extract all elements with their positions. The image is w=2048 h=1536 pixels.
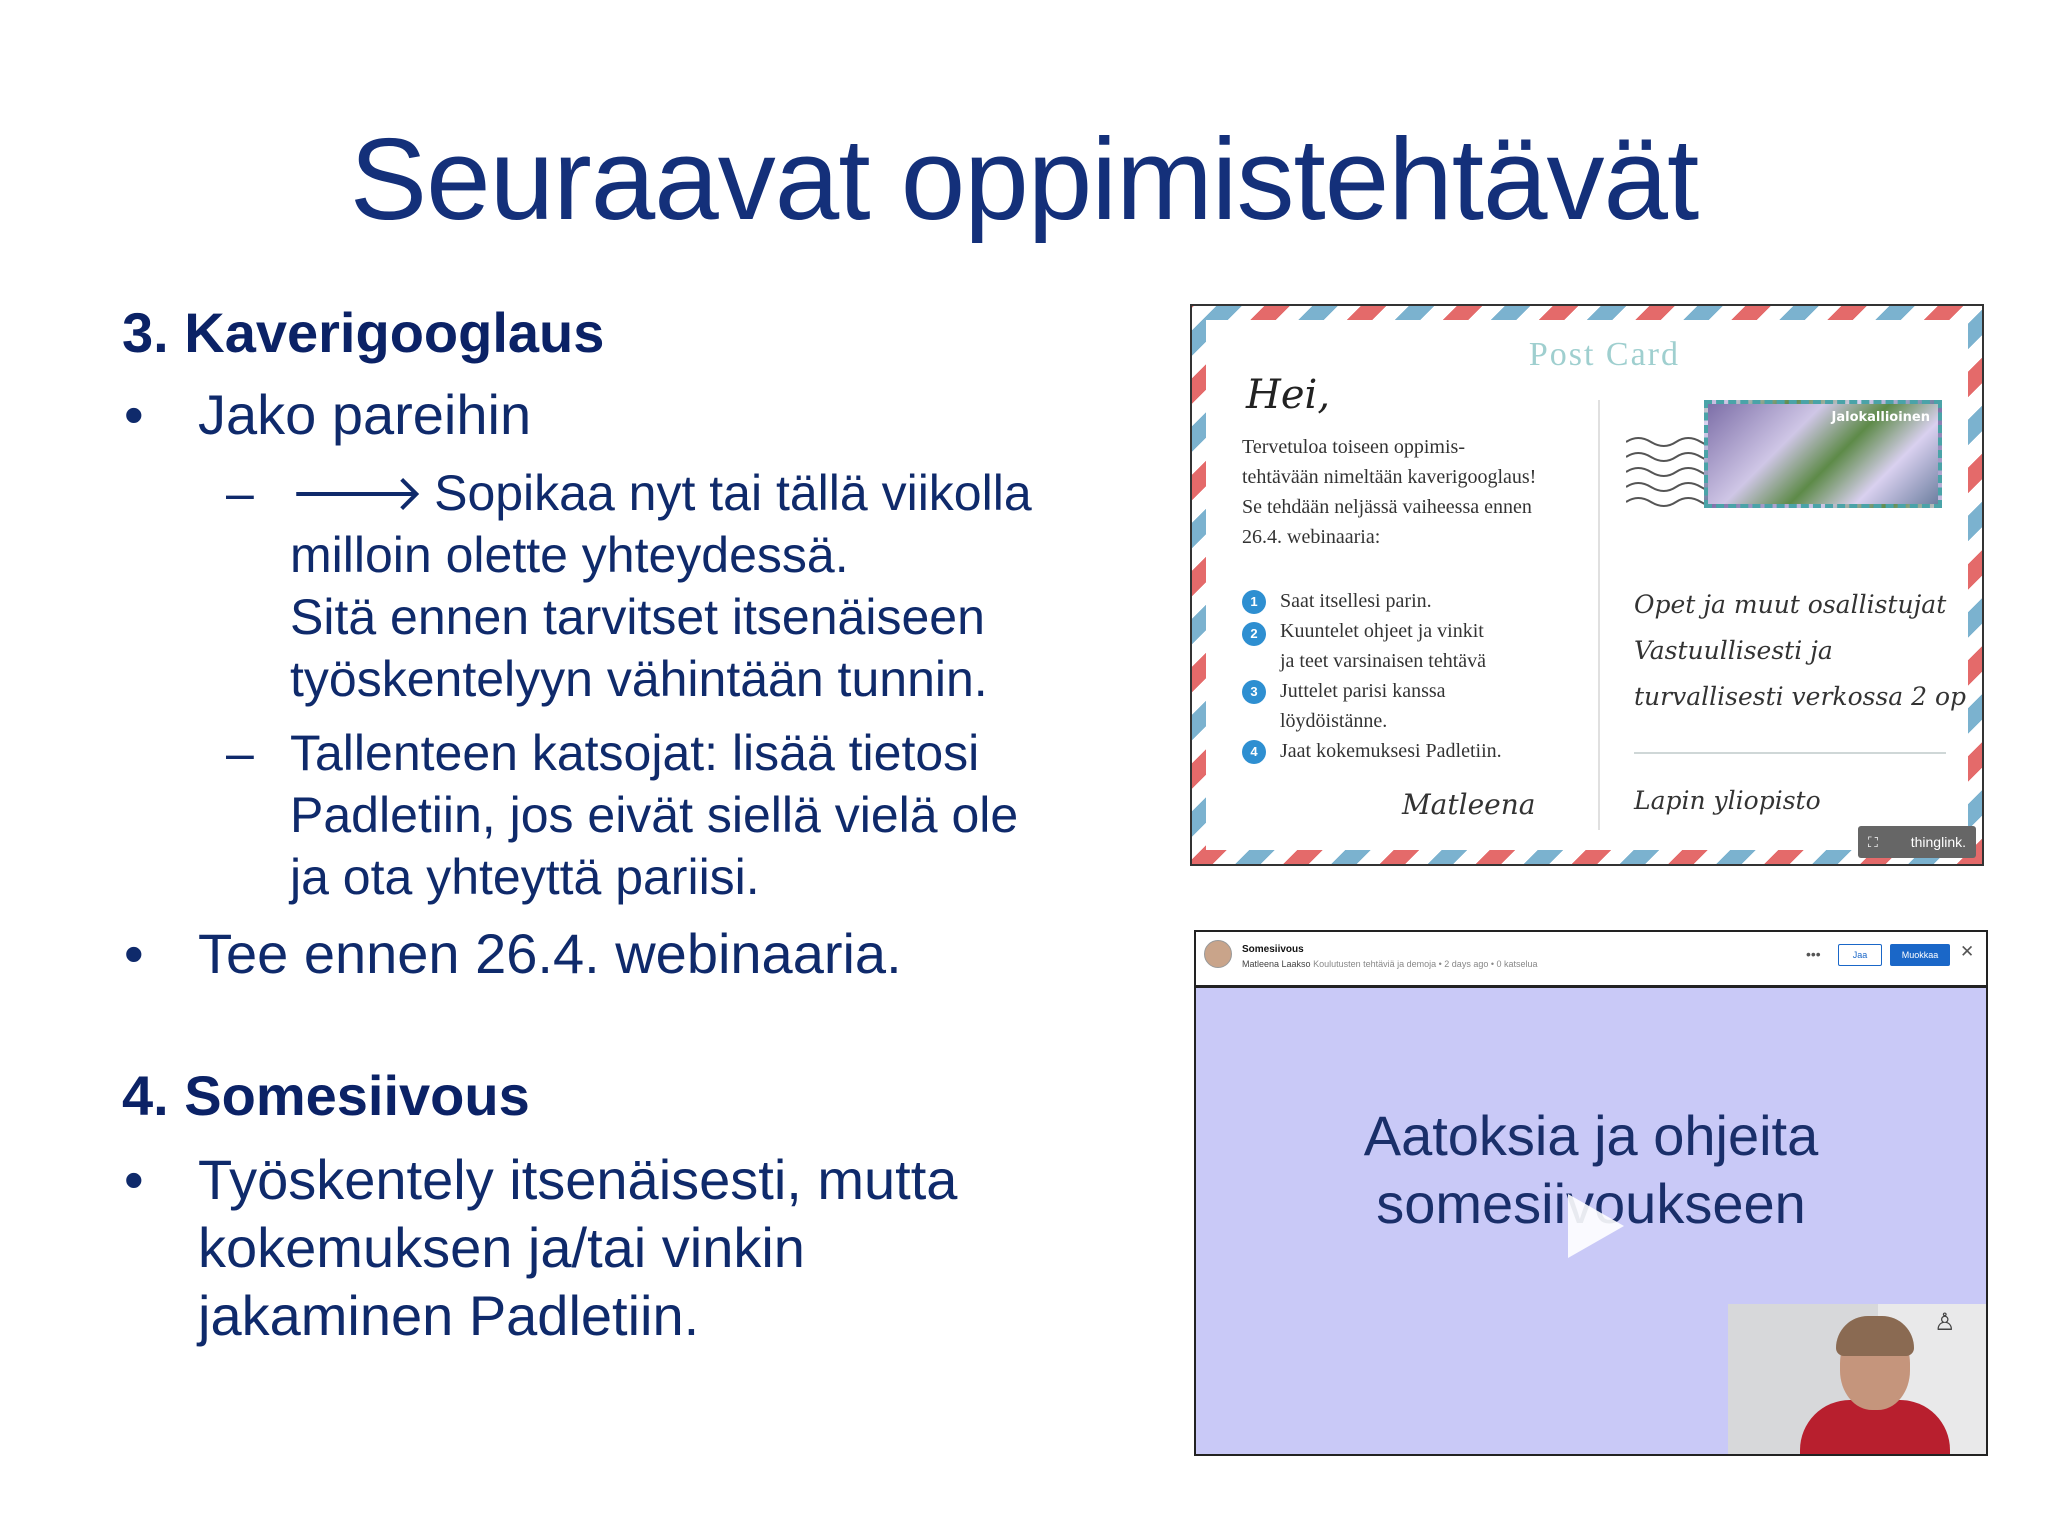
lamp-icon: ♙ <box>1934 1309 1956 1336</box>
postcard-title: Post Card <box>1528 336 1680 373</box>
step-item <box>1242 736 1592 766</box>
bullet-line: jakaminen Padletiin. <box>198 1284 700 1348</box>
video-meta-details: Koulutusten tehtäviä ja demoja • 2 days ago • 0 katselua <box>1313 959 1538 969</box>
stamp-label: Jalokallioinen <box>1831 410 1930 425</box>
presenter-hair <box>1836 1316 1914 1356</box>
bullet-text: Tee ennen 26.4. webinaaria. <box>198 922 902 986</box>
arrow-right-icon: 🡒 <box>290 465 425 522</box>
thinglink-label: thinglink. <box>1910 834 1966 850</box>
subbullet-line: milloin olette yhteydessä. <box>290 527 849 584</box>
avatar <box>1204 940 1232 968</box>
step-number[interactable]: 4 <box>1242 740 1266 764</box>
bullet-deadline <box>122 920 1102 987</box>
postcard-steps <box>1242 586 1592 766</box>
step-line: Saat itsellesi parin. <box>1280 590 1432 612</box>
slide-line: Aatoksia ja ohjeita <box>1363 1104 1819 1167</box>
subbullet-line: työskentelyyn vähintään tunnin. <box>290 651 988 708</box>
intro-line: Tervetuloa toiseen oppimis- <box>1242 436 1465 458</box>
more-icon[interactable]: ••• <box>1806 946 1821 962</box>
section-3-heading: 3. Kaverigooglaus <box>122 301 605 364</box>
bullet-line: kokemuksen ja/tai vinkin <box>198 1216 805 1280</box>
step-number[interactable]: 1 <box>1242 590 1266 614</box>
bullet-marker: • <box>124 922 144 986</box>
video-header <box>1196 932 1986 988</box>
share-button[interactable]: Jaa <box>1838 944 1882 966</box>
step-item <box>1242 676 1592 736</box>
postcard-body <box>1206 320 1968 850</box>
video-author[interactable]: Matleena Laakso <box>1242 959 1311 969</box>
step-item <box>1242 586 1592 616</box>
thinglink-badge[interactable] <box>1858 826 1976 858</box>
dash-marker: – <box>226 465 254 522</box>
postcard-intro <box>1242 432 1592 552</box>
edit-button[interactable]: Muokkaa <box>1890 944 1950 966</box>
step-line: löydöistänne. <box>1280 710 1388 732</box>
play-icon[interactable] <box>1568 1194 1624 1258</box>
subbullet-line: Sitä ennen tarvitset itsenäiseen <box>290 589 985 646</box>
postcard-signature: Matleena <box>1402 788 1536 821</box>
subbullet-agree <box>122 462 1102 710</box>
bullet-marker: • <box>124 383 144 446</box>
section-4-heading: 4. Somesiivous <box>122 1064 530 1128</box>
close-icon[interactable]: ✕ <box>1960 942 1975 961</box>
subbullet-line: Tallenteen katsojat: lisää tietosi <box>290 725 980 782</box>
bullet-marker: • <box>124 1148 144 1212</box>
fullscreen-icon[interactable]: ⛶ <box>1868 834 1878 850</box>
step-line: Kuuntelet ohjeet ja vinkit <box>1280 620 1484 642</box>
bullet-text: Jako pareihin <box>198 383 532 446</box>
subbullet-recording <box>122 722 1102 908</box>
step-line: Juttelet parisi kanssa <box>1280 680 1446 702</box>
step-item <box>1242 616 1592 676</box>
subbullet-line: Sopikaa nyt tai tällä viikolla <box>434 465 1032 522</box>
step-line: Jaat kokemuksesi Padletiin. <box>1280 740 1502 762</box>
step-line: ja teet varsinaisen tehtävä <box>1280 650 1487 672</box>
bullet-line: Työskentely itsenäisesti, mutta <box>198 1148 958 1212</box>
address-line: turvallisesti verkossa 2 op <box>1634 682 1967 711</box>
subbullet-line: ja ota yhteyttä pariisi. <box>290 849 760 906</box>
address-rule <box>1634 752 1946 754</box>
slide-title: Seuraavat oppimistehtävät <box>349 114 1699 244</box>
dash-marker: – <box>226 725 254 782</box>
intro-line: Se tehdään neljässä vaiheessa ennen <box>1242 496 1532 518</box>
postcard-sender: Lapin yliopisto <box>1634 786 1821 815</box>
webcam-overlay <box>1728 1304 1988 1456</box>
task-list <box>122 300 1102 1350</box>
video-title[interactable]: Somesiivous <box>1242 944 1304 955</box>
address-line: Vastuullisesti ja <box>1634 636 1833 665</box>
bullet-pairs <box>122 381 1102 448</box>
address-line: Opet ja muut osallistujat <box>1634 590 1947 619</box>
step-number[interactable]: 2 <box>1242 622 1266 646</box>
video-embed[interactable] <box>1194 930 1988 1456</box>
slide-line: somesiivoukseen <box>1376 1172 1806 1235</box>
video-meta <box>1242 959 1538 969</box>
intro-line: tehtävään nimeltään kaverigooglaus! <box>1242 466 1537 488</box>
postcard-greeting: Hei, <box>1246 372 1331 418</box>
subbullet-line: Padletiin, jos eivät siellä vielä ole <box>290 787 1019 844</box>
postcard-divider <box>1598 400 1600 830</box>
bullet-somesiivous <box>122 1146 1102 1350</box>
step-number[interactable]: 3 <box>1242 680 1266 704</box>
flower-stamp <box>1704 400 1942 508</box>
intro-line: 26.4. webinaaria: <box>1242 526 1381 548</box>
thinglink-postcard[interactable] <box>1190 304 1984 866</box>
